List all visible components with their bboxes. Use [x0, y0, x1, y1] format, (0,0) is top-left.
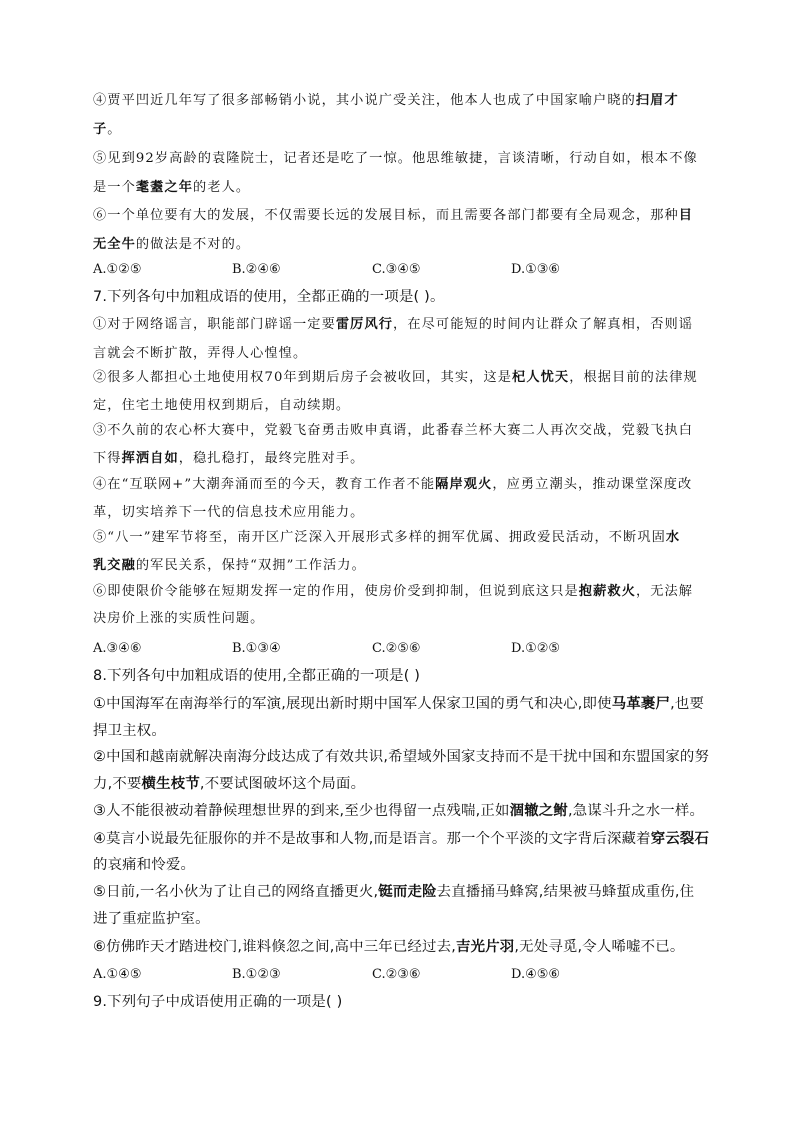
bold-idiom: 隔岸观火	[435, 477, 493, 492]
q8-item-1-line-2: 捍卫主权。	[93, 723, 166, 739]
bold-idiom: 雷厉风行	[335, 317, 394, 332]
option-a: A.①②⑤	[93, 262, 142, 277]
option-d: D.④⑤⑥	[511, 967, 561, 982]
q8-item-6-line-1: ⑥仿佛昨天才踏进校门,谁料倏忽之间,高中三年已经过去,吉光片羽,无处寻觅,令人唏嘘不已。	[93, 939, 685, 955]
bold-idiom: 乳交融	[93, 558, 136, 573]
bold-idiom: 杞人忧天	[512, 370, 570, 385]
bold-idiom: 子	[93, 122, 108, 137]
option-d: D.①②⑤	[511, 641, 561, 656]
q7-item-4-line-2: 革，切实培养下一代的信息技术应用能力。	[93, 505, 365, 520]
bold-idiom: 马革裹尸	[611, 696, 671, 712]
q8-item-1-line-1: ①中国海军在南海举行的军演,展现出新时期中国军人保家卫国的勇气和决心,即使马革裹尸,也要	[93, 696, 705, 712]
q8-stem: 8.下列各句中加粗成语的使用,全都正确的一项是( )	[93, 668, 421, 684]
q8-item-4-line-2: 的哀痛和怜爱。	[93, 857, 196, 873]
q8-item-2-line-2: 力,不要横生枝节,不要试图破坏这个局面。	[93, 776, 366, 792]
q7-item-5-line-1: ⑤“八一”建军节将至，南开区广泛深入开展形式多样的拥军优属、拥政爱民活动，不断巩固水	[93, 530, 681, 545]
bold-idiom: 抱薪救火	[578, 584, 636, 599]
bold-idiom: 挥洒自如	[121, 451, 179, 466]
bold-idiom: 耄耋之年	[135, 180, 194, 195]
q6-item-5-line-2: 是一个耄耋之年的老人。	[93, 180, 251, 195]
q8-item-2-line-1: ②中国和越南就解决南海分歧达成了有效共识,希望域外国家支持而不是干扰中国和东盟国家的努	[93, 749, 710, 765]
bold-idiom: 扫眉才	[635, 93, 679, 108]
bold-idiom: 目	[678, 208, 694, 223]
option-a: A.③④⑥	[93, 641, 142, 656]
q9-stem: 9.下列句子中成语使用正确的一项是( )	[93, 994, 343, 1010]
q6-item-4-line-2: 子。	[93, 122, 122, 137]
q7-item-3-line-1: ③不久前的农心杯大赛中，党毅飞奋勇击败申真谞，此番春兰杯大赛二人再次交战，党毅飞执白	[93, 423, 694, 438]
bold-idiom: 吉光片羽	[456, 939, 515, 955]
q7-item-2-line-2: 定，住宅土地使用权到期后，自动续期。	[93, 398, 351, 413]
q8-item-3-line-1: ③人不能很被动着静候理想世界的到来,至少也得留一点残喘,正如涸辙之鲋,急谋斗升之水一样。	[93, 803, 705, 819]
option-c: C.③④⑤	[372, 262, 421, 277]
bold-idiom: 无全牛	[93, 237, 136, 252]
option-c: C.②③⑥	[372, 967, 421, 982]
q7-item-1-line-1: ①对于网络谣言，职能部门辟谣一定要雷厉风行，在尽可能短的时间内让群众了解真相，否则谣	[93, 317, 694, 332]
q8-item-4-line-1: ④莫言小说最先征服你的并不是故事和人物,而是语言。那一个个平淡的文字背后深藏着穿云裂石	[93, 831, 710, 847]
bold-idiom: 涸辙之鲋	[509, 803, 568, 819]
bold-idiom: 横生枝节	[141, 776, 200, 792]
q7-item-4-line-1: ④在“互联网+”大潮奔涌而至的今天，教育工作者不能隔岸观火，应勇立潮头，推动课堂深度改	[93, 477, 693, 492]
q7-item-1-line-2: 言就会不断扩散，弄得人心惶惶。	[93, 346, 308, 361]
q7-item-5-line-2: 乳交融的军民关系，保持“双拥”工作活力。	[93, 558, 366, 573]
bold-idiom: 水	[665, 530, 681, 545]
q7-item-6-line-1: ⑥即使限价令能够在短期发挥一定的作用，使房价受到抑制，但说到底这只是抱薪救火，无法解	[93, 584, 694, 599]
q6-item-5-line-1: ⑤见到92岁高龄的袁隆院士，记者还是吃了一惊。他思维敏捷，言谈清晰，行动自如，根本不像	[93, 151, 698, 166]
bold-idiom: 铤而走险	[378, 884, 437, 900]
option-a: A.①④⑤	[93, 967, 142, 982]
q8-item-5-line-2: 进了重症监护室。	[93, 911, 210, 927]
q6-item-6-line-2: 无全牛的做法是不对的。	[93, 237, 251, 252]
q6-item-6-line-1: ⑥一个单位要有大的发展，不仅需要长远的发展目标，而且需要各部门都要有全局观念，那种目	[93, 208, 694, 223]
q7-item-6-line-2: 决房价上涨的实质性问题。	[93, 611, 265, 626]
option-c: C.②⑤⑥	[372, 641, 421, 656]
option-b: B.①②③	[232, 967, 281, 982]
option-b: B.①③④	[232, 641, 281, 656]
bold-idiom: 穿云裂石	[650, 831, 710, 847]
q6-item-4-line-1: ④贾平凹近几年写了很多部畅销小说，其小说广受关注，他本人也成了中国家喻户晓的扫眉才	[93, 93, 679, 108]
option-d: D.①③⑥	[511, 262, 561, 277]
q7-item-3-line-2: 下得挥洒自如，稳扎稳打，最终完胜对手。	[93, 451, 365, 466]
q7-stem: 7.下列各句中加粗成语的使用，全都正确的一项是( )。	[93, 289, 445, 305]
option-b: B.②④⑥	[232, 262, 281, 277]
q7-item-2-line-1: ②很多人都担心土地使用权70年到期后房子会被收回，其实，这是杞人忧天，根据目前的法律规	[93, 370, 698, 385]
q8-item-5-line-1: ⑤日前,一名小伙为了让自己的网络直播更火,铤而走险去直播捅马蜂窝,结果被马蜂蜇成重伤,住	[93, 884, 695, 900]
